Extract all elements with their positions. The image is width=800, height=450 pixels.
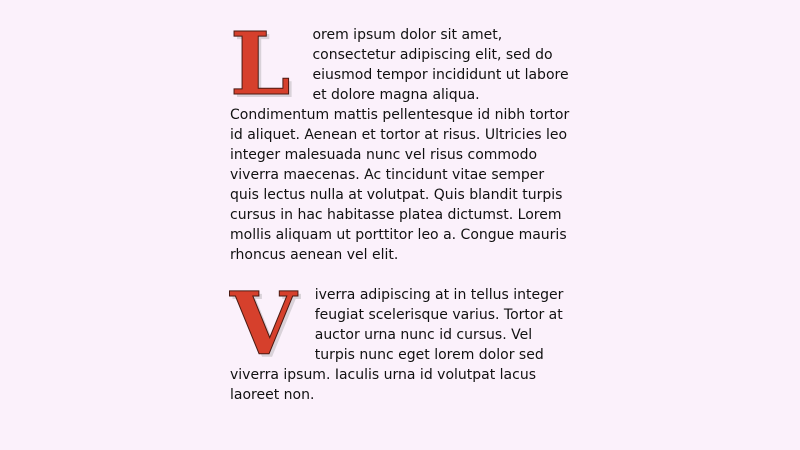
drop-cap-letter: L bbox=[230, 14, 291, 115]
paragraph-1 bbox=[230, 14, 570, 265]
paragraph-text: orem ipsum dolor sit amet, consectetur adipiscing elit, sed do eiusmod tempor incididunt ut labore et dolore magna aliqua. Condimentum mattis pellentesque id nibh tortor id aliquet. Aenean et tortor at risus. Ultricies leo integer malesuada nunc vel risus commodo viverra maecenas. Ac tincidunt vitae semper quis lectus nulla at volutpat. Quis blandit turpis cursus in hac habitasse platea dictumst. Lorem mollis aliquam ut porttitor leo a. Congue mauris rhoncus aenean vel elit. bbox=[230, 27, 570, 263]
article bbox=[230, 14, 570, 425]
drop-cap-letter: V bbox=[230, 274, 297, 375]
paragraph-2 bbox=[230, 274, 570, 405]
paragraph-text: iverra adipiscing at in tellus integer feugiat scelerisque varius. Tortor at auctor urna nunc id cursus. Vel turpis nunc eget lorem dolor sed viverra ipsum. Iaculis urna id volutpat lacus laoreet non. bbox=[230, 287, 564, 403]
